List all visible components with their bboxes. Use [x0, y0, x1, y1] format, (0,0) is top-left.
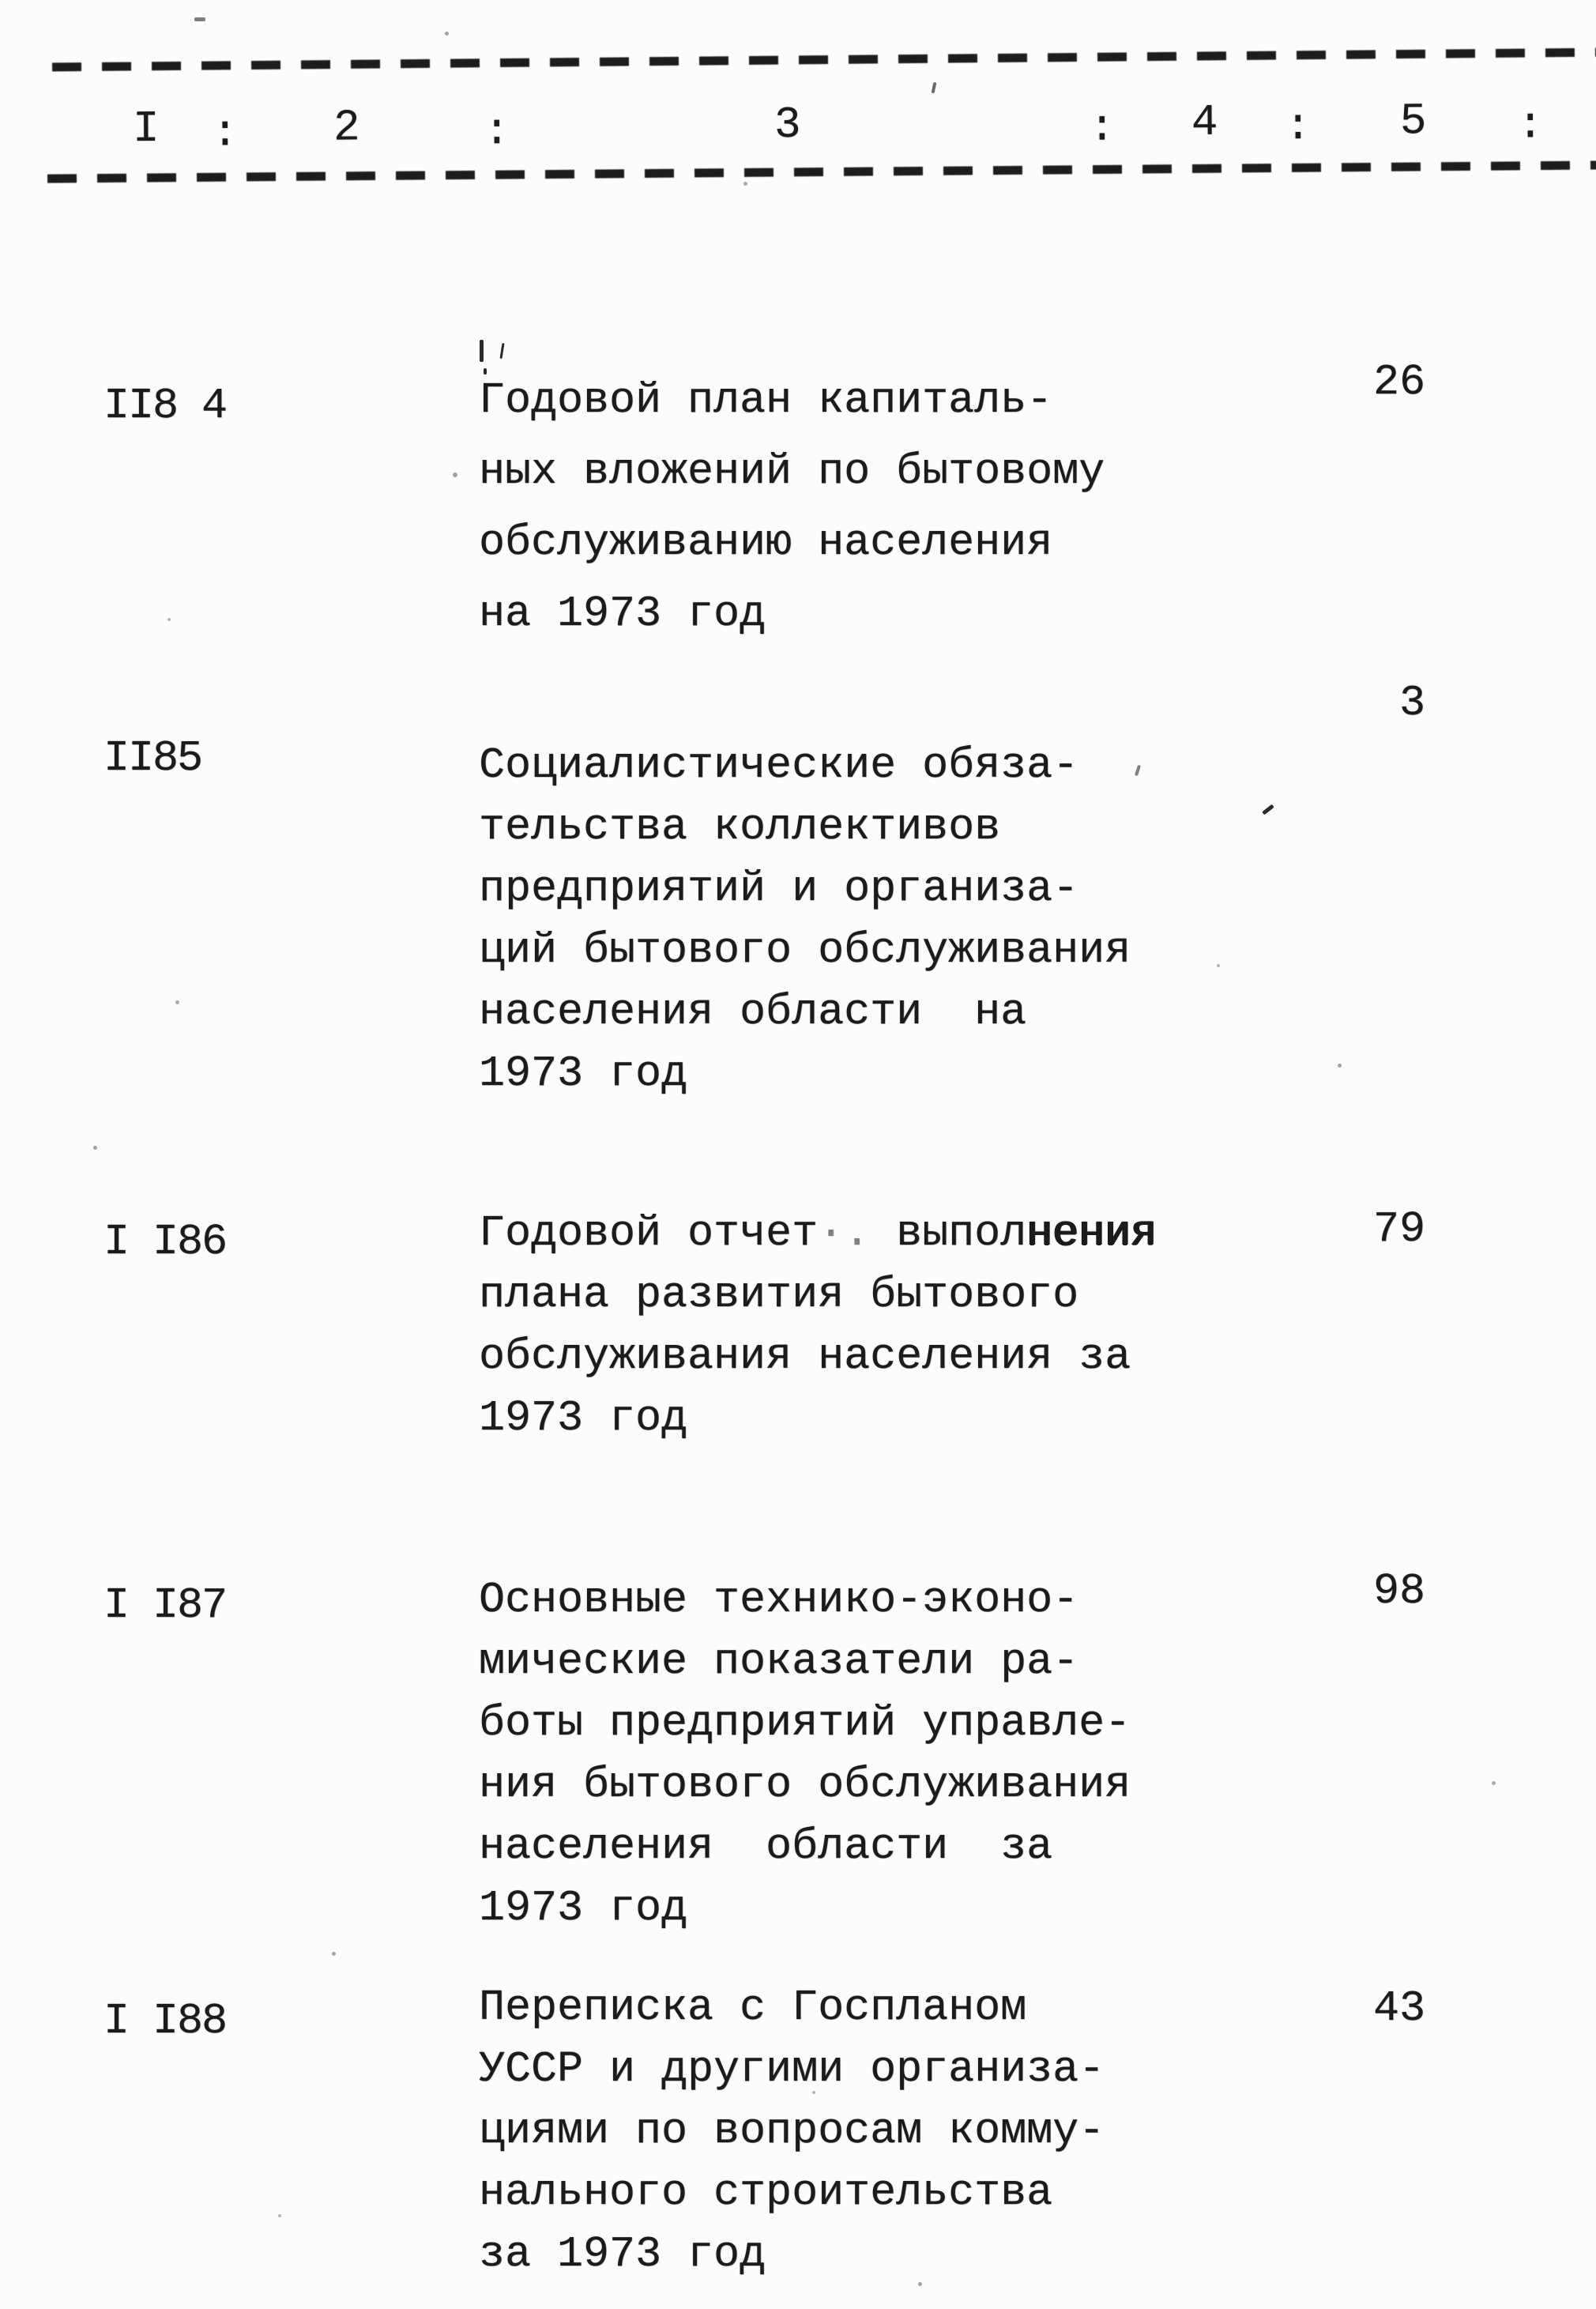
header-separator: : — [1284, 101, 1312, 153]
stray-mark — [484, 368, 487, 375]
file-title — [479, 365, 1105, 650]
file-title — [479, 1203, 1157, 1449]
title-line: Переписка с Госпланом — [479, 1983, 1027, 2032]
file-title — [479, 1569, 1131, 1939]
dashed-rule-top — [52, 48, 1596, 72]
pages-count: 98 — [1372, 1566, 1425, 1616]
header-col-4: 4 — [1191, 96, 1218, 148]
title-line-fragment: Годовой отчет — [479, 1208, 819, 1258]
pages-count: 43 — [1372, 1983, 1425, 2033]
title-line: обслуживанию населения — [479, 518, 1053, 567]
stray-mark — [499, 343, 504, 359]
header-col-5: 5 — [1399, 96, 1427, 147]
dashed-rule-middle — [47, 160, 1596, 183]
title-line: тельства коллективов — [479, 802, 1001, 852]
stray-mark — [932, 82, 937, 94]
file-title — [479, 735, 1131, 1105]
header-separator: : — [1516, 100, 1544, 151]
file-title — [479, 1977, 1105, 2285]
title-line: населения области на — [479, 987, 1027, 1037]
file-number: II85 — [104, 733, 202, 783]
title-line: Годовой план капиталь- — [479, 375, 1053, 425]
scan-speckle — [1217, 964, 1220, 967]
title-line: населения области за — [479, 1821, 1053, 1871]
title-line: 1973 год — [479, 1393, 688, 1443]
title-line: ных вложений по бытовому — [479, 446, 1105, 496]
header-col-1: I — [132, 103, 160, 155]
typed-over-dots: ·. — [818, 1208, 871, 1258]
scan-speckle — [743, 182, 747, 186]
scan-speckle — [175, 1000, 179, 1004]
stray-mark — [480, 340, 484, 362]
pages-count: 26 — [1372, 357, 1425, 407]
title-line: 1973 год — [479, 1883, 688, 1933]
stray-mark — [1262, 804, 1274, 815]
scan-speckle — [93, 1146, 97, 1150]
title-line: плана развития бытового — [479, 1270, 1079, 1320]
overstruck-fragment: нения — [1026, 1208, 1157, 1258]
file-number: I I86 — [104, 1217, 227, 1267]
title-line: УССР и другими организа- — [479, 2044, 1105, 2094]
header-separator: : — [483, 106, 510, 157]
title-line: за 1973 год — [479, 2229, 766, 2279]
file-number: II8 4 — [104, 381, 227, 431]
stray-mark — [1135, 765, 1141, 777]
scan-speckle — [812, 2091, 815, 2094]
file-number: I I88 — [104, 1996, 227, 2046]
title-line: предприятий и организа- — [479, 864, 1079, 913]
title-line: циями по вопросам комму- — [479, 2106, 1105, 2156]
title-line: Основные технико-эконо- — [479, 1575, 1079, 1625]
pages-count: 3 — [1398, 678, 1425, 728]
title-line: на 1973 год — [479, 589, 766, 638]
scan-speckle — [918, 2282, 922, 2286]
title-line-fragment: выпол — [870, 1208, 1027, 1258]
header-col-2: 2 — [333, 102, 360, 153]
header-separator: : — [211, 107, 239, 159]
scan-speckle — [453, 473, 457, 477]
file-number: I I87 — [104, 1580, 227, 1630]
column-header-row — [0, 95, 1596, 161]
header-col-3: 3 — [774, 99, 801, 151]
scan-speckle — [917, 1354, 920, 1358]
scan-speckle — [445, 32, 449, 36]
pages-count: 79 — [1372, 1204, 1425, 1254]
title-line: боты предприятий управле- — [479, 1698, 1131, 1748]
title-line: обслуживания населения за — [479, 1332, 1131, 1381]
scan-speckle — [278, 2214, 281, 2217]
scan-speckle — [1338, 1064, 1342, 1068]
title-line: Социалистические обяза- — [479, 740, 1079, 790]
title-line — [479, 1203, 1157, 1264]
title-line: мические показатели ра- — [479, 1637, 1079, 1686]
title-line: ния бытового обслуживания — [479, 1760, 1131, 1810]
title-line: 1973 год — [479, 1049, 688, 1098]
scan-speckle — [332, 1952, 336, 1956]
scan-speckle — [1492, 1781, 1496, 1785]
header-separator: : — [1088, 102, 1116, 153]
title-line: нального строительства — [479, 2168, 1053, 2217]
title-line: ций бытового обслуживания — [479, 925, 1131, 975]
stray-mark — [194, 17, 205, 21]
scan-speckle — [168, 618, 171, 621]
